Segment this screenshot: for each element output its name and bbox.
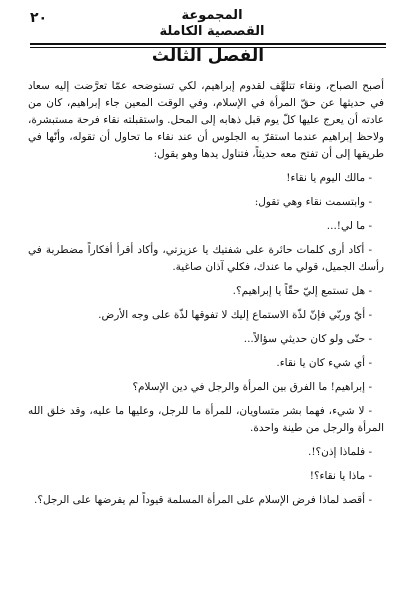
book-title [122, 8, 302, 40]
dialogue-line: - أي شيء كان يا نقاء. [276, 357, 372, 369]
paragraph: أصبح الصباح، ونقاء تتلهَّف لقدوم إبراهيم، لكي تستوضحه عمّا تعرَّضت إليه سعاد في حديثها عن حقّ المرأة في الإسلام، وفي الوقت المعين جاء إبراهيم، كان من عادته أن يعرج عليها كلّ يوم قبل ذهابه إلى المحل. واستقبلته نقاء فرحة مستبشرة، ولاحظ إبراهيم عندما استقرّ به الجلوس أن عند نقاء ما تحاول أن تقوله، وأنّها في طريقها إلى أن تفتح معه حديثاً، فتناول يدها وهو يقول: [28, 80, 384, 160]
dialogue-line: - أقصد لماذا فرض الإسلام على المرأة المسلمة قيوداً لم يفرضها على الرجل؟. [34, 494, 372, 506]
dialogue-line: - أيّ وربّي فإنّ لذّة الاستماع إليك لا تفوقها لذّة على وجه الأرض. [98, 309, 372, 321]
dialogue-line: - هل تستمع إليّ حقّاً يا إبراهيم؟. [232, 285, 372, 297]
dialogue-line: - حتّى ولو كان حديثي سؤالاً... [243, 333, 372, 345]
dialogue-line: - ما لي!... [326, 220, 372, 232]
dialogue-line: - فلماذا إذن؟!. [307, 446, 372, 458]
dialogue-line: - إبراهيم! ما الفرق بين المرأة والرجل في دين الإسلام؟ [132, 381, 372, 393]
chapter-title: الفصل الثالث [151, 46, 265, 66]
dialogue-line: - أكاد أرى كلمات حائرة على شفتيك يا عزيزتي، وأكاد أقرأ أفكاراً مضطربة في رأسك الجميل، قولي ما عندك، فكلي آذان صاغية. [28, 244, 384, 273]
page-number: ٢٠ [30, 10, 48, 26]
book-title-line1: المجموعة [181, 8, 243, 23]
dialogue-line: - مالك اليوم يا نقاء! [286, 172, 372, 184]
body-text [28, 78, 384, 516]
running-header [30, 8, 386, 46]
dialogue-line: - لا شيء، فهما بشر متساويان، للمرأة ما للرجل، وعليها ما عليه، وقد خلق الله المرأة والرجل من طينة واحدة. [28, 405, 384, 434]
header-rule-thick [30, 43, 386, 45]
dialogue-line: - ماذا يا نقاء؟! [309, 470, 372, 482]
book-title-line2: القصصية الكاملة [159, 24, 265, 39]
dialogue-line: - وابتسمت نقاء وهي تقول: [254, 196, 372, 208]
